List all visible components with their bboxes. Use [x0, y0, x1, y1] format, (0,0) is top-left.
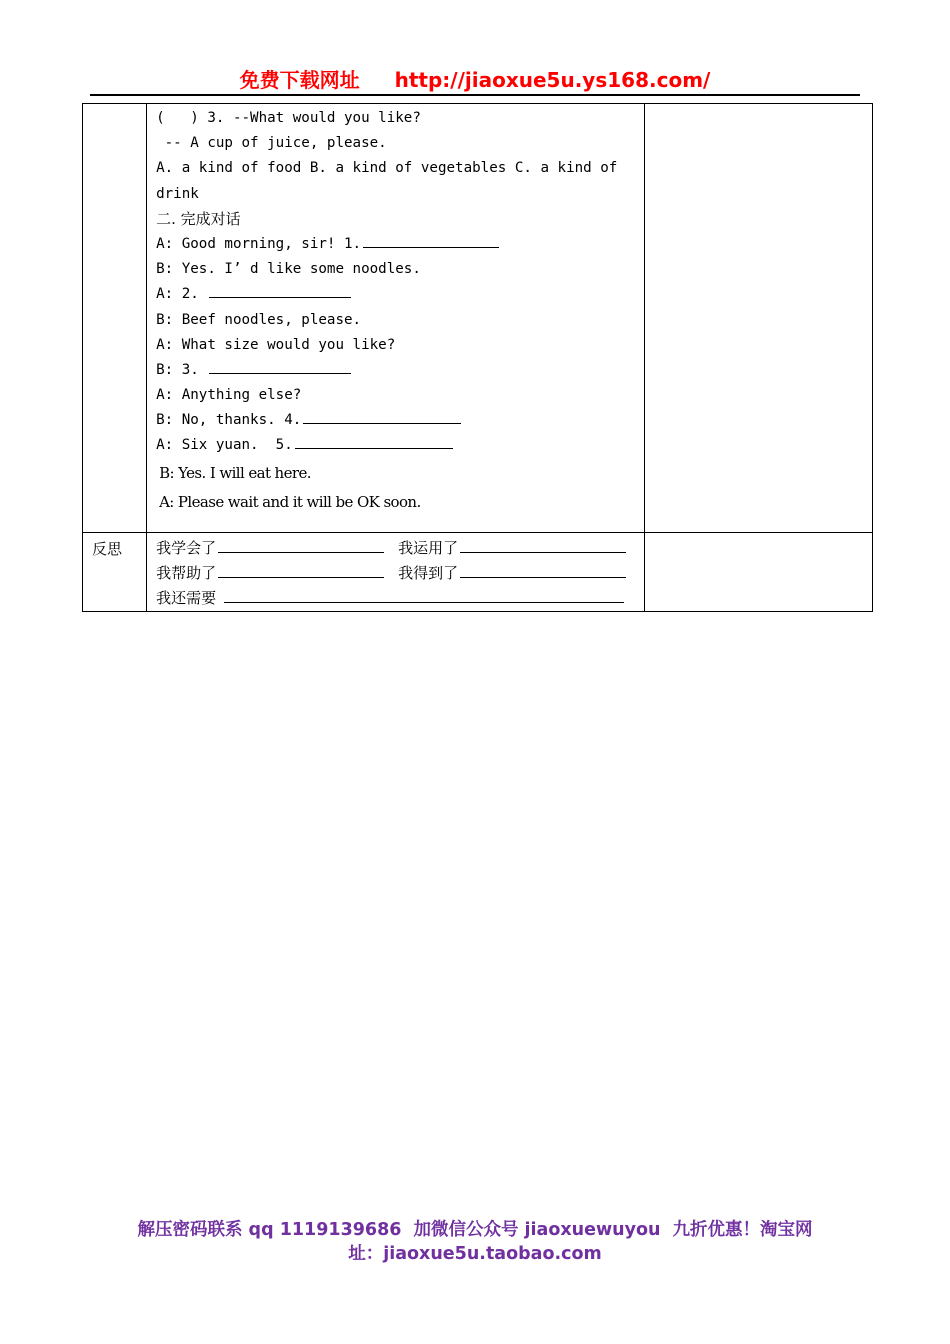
reflection-row [83, 533, 873, 612]
dialogue-line [156, 408, 636, 433]
exercise-label-cell [83, 104, 147, 533]
learned-label: 我学会了 [156, 539, 217, 557]
need-label: 我还需要 [156, 589, 217, 607]
answer-blank-2[interactable] [209, 282, 351, 298]
question-3: ( ) 3. --What would you like? [156, 110, 421, 126]
exercise-row [83, 104, 873, 533]
dialogue-text: B: No, thanks. 4. [156, 412, 302, 429]
header-url[interactable]: http://jiaoxue5u.ys168.com/ [394, 68, 711, 92]
gained-label: 我得到了 [398, 564, 459, 582]
footer-taobao-url[interactable]: 址：jiaoxue5u.taobao.com [348, 1244, 602, 1264]
dialogue-line: A: Anything else? [156, 387, 302, 404]
footer-discount: 九折优惠！淘宝网 [672, 1220, 813, 1240]
dialogue-line [156, 358, 636, 383]
need-blank[interactable] [224, 587, 624, 603]
reflection-content-cell [147, 533, 645, 612]
dialogue-line [156, 282, 636, 307]
dialogue-line: A: Please wait and it will be OK soon. [159, 492, 421, 511]
header-title: 免费下载网址 [239, 68, 360, 92]
dialogue-line [156, 433, 636, 458]
page-footer [60, 1218, 890, 1266]
footer-password-contact: 解压密码联系 qq 1119139686 [137, 1220, 402, 1240]
dialogue-text: A: Good morning, sir! 1. [156, 235, 362, 252]
page-header [90, 64, 860, 96]
reflection-row-2 [156, 561, 636, 586]
used-blank[interactable] [460, 537, 626, 553]
helped-blank[interactable] [218, 562, 384, 578]
exercise-notes-cell [644, 104, 872, 533]
answer-blank-5[interactable] [295, 433, 453, 449]
dialogue-text: B: 3. [156, 361, 208, 378]
section-2-title: 二. 完成对话 [156, 209, 241, 228]
dialogue-line: A: What size would you like? [156, 336, 396, 353]
answer-blank-4[interactable] [303, 408, 461, 424]
dialogue-line: B: Yes. I’ d like some noodles. [156, 261, 421, 278]
reflection-notes-cell [644, 533, 872, 612]
question-3-answer: -- A cup of juice, please. [156, 135, 387, 152]
dialogue-line [156, 232, 636, 257]
dialogue-text: A: Six yuan. 5. [156, 437, 293, 454]
reflection-row-1 [156, 536, 636, 561]
reflection-row-3 [156, 586, 636, 611]
dialogue-text: A: 2. [156, 286, 208, 303]
used-label: 我运用了 [398, 539, 459, 557]
dialogue-line: B: Beef noodles, please. [156, 311, 362, 328]
exercise-content-cell [147, 104, 645, 533]
reflection-label-cell [83, 533, 147, 612]
gained-blank[interactable] [460, 562, 626, 578]
question-3-options: A. a kind of food B. a kind of vegetables C. a kind of drink [156, 160, 618, 202]
learned-blank[interactable] [218, 537, 384, 553]
worksheet-table [82, 103, 873, 612]
dialogue-line: B: Yes. I will eat here. [159, 463, 311, 482]
helped-label: 我帮助了 [156, 564, 217, 582]
reflection-label: 反思 [92, 540, 123, 558]
footer-wechat: 加微信公众号 jiaoxuewuyou [413, 1220, 661, 1240]
answer-blank-3[interactable] [209, 358, 351, 374]
answer-blank-1[interactable] [363, 232, 499, 248]
